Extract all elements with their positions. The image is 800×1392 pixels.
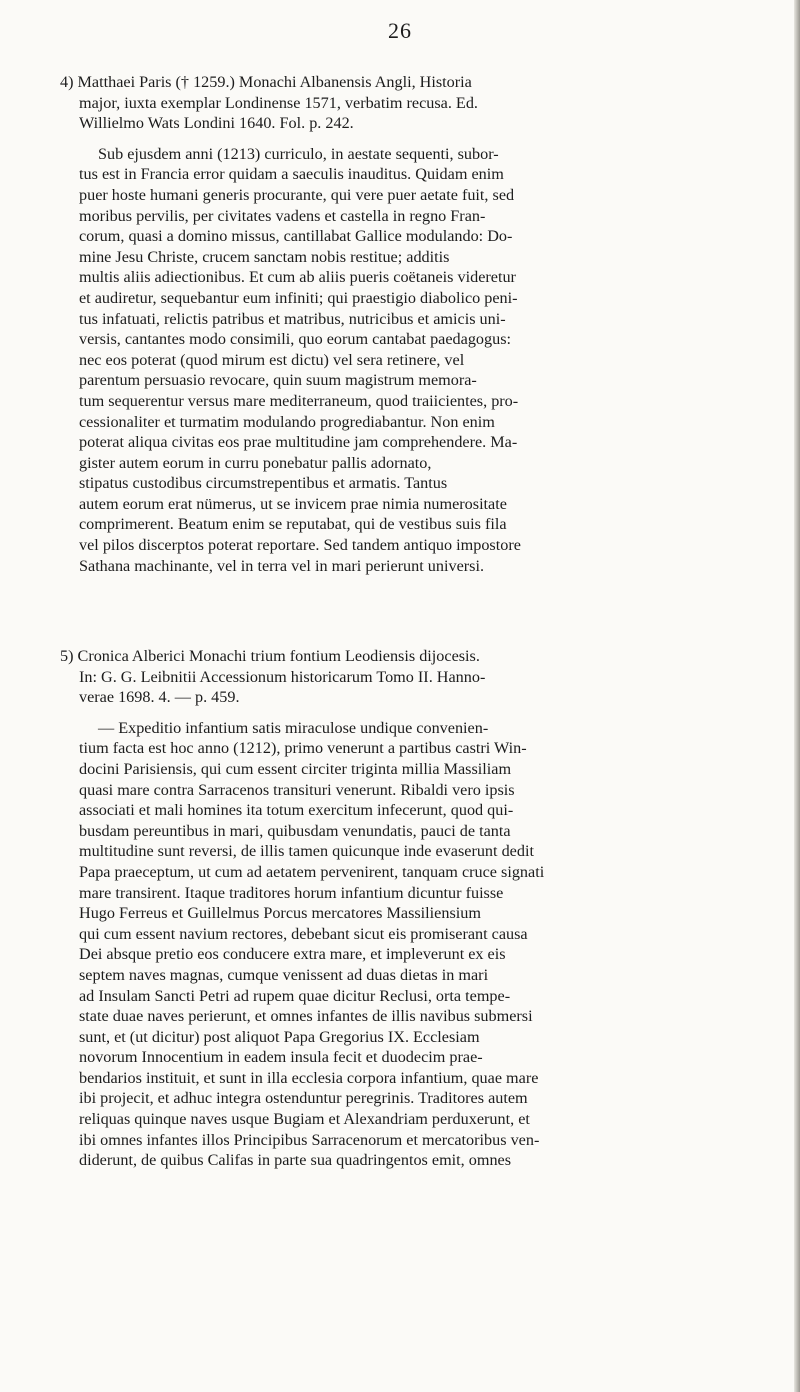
entry-body-line: tum sequerentur versus mare mediterraneum, quod traiicientes, pro- (79, 391, 519, 410)
entry-heading-line: verae 1698. 4. — p. 459. (79, 688, 240, 707)
entry-body-line: associati et mali homines ita totum exercitum infecerunt, quod qui- (79, 801, 514, 820)
entry-body-line: quasi mare contra Sarracenos transituri venerunt. Ribaldi vero ipsis (79, 780, 515, 799)
entry-body-line: septem naves magnas, cumque venissent ad duas dietas in mari (79, 965, 489, 984)
entry-body-line: autem eorum erat nümerus, ut se invicem prae nimia numerositate (79, 494, 507, 513)
entry-body-line: docini Parisiensis, qui cum essent circiter triginta millia Massiliam (79, 759, 512, 778)
entry-body-line: Papa praeceptum, ut cum ad aetatem pervenirent, tanquam cruce signati (79, 862, 545, 881)
entry-body-line: Sathana machinante, vel in terra vel in mari perierunt universi. (79, 556, 484, 575)
entry-body-line: mare transirent. Itaque traditores horum infantium dicuntur fuisse (79, 883, 504, 902)
entry-body-line: parentum persuasio revocare, quin suum magistrum memora- (79, 371, 477, 390)
page-number: 26 (388, 18, 412, 43)
entry-body-line: ibi omnes infantes illos Principibus Sarracenorum et mercatoribus ven- (79, 1130, 540, 1149)
entry-heading-line: 5) Cronica Alberici Monachi trium fontium Leodiensis dijocesis. (60, 647, 480, 665)
entry-body-line: ad Insulam Sancti Petri ad rupem quae dicitur Reclusi, orta tempe- (79, 986, 511, 1005)
entry-body-line: Hugo Ferreus et Guillelmus Porcus mercatores Massiliensium (79, 904, 481, 923)
entry-heading-line: Willielmo Wats Londini 1640. Fol. p. 242. (79, 114, 354, 133)
entry-body-line: moribus pervilis, per civitates vadens et castella in regno Fran- (79, 206, 486, 225)
entry-body-line: vel pilos discerptos poterat reportare. Sed tandem antiquo impostore (79, 536, 521, 555)
entry-body-line: nec eos poterat (quod mirum est dictu) vel sera retinere, vel (79, 350, 465, 369)
entry-body-line: puer hoste humani generis procurante, qui vere puer aetate fuit, sed (79, 185, 515, 204)
entry-heading-line: major, iuxta exemplar Londinense 1571, verbatim recusa. Ed. (79, 93, 478, 112)
entry-body-line: comprimerent. Beatum enim se reputabat, qui de vestibus suis fila (79, 515, 507, 534)
entry-body-line: et audiretur, sequebantur eum infiniti; qui praestigio diabolico peni- (79, 288, 518, 307)
entry-body-line: sunt, et (ut dicitur) post aliquot Papa Gregorius IX. Ecclesiam (79, 1027, 480, 1046)
entry-5 (60, 646, 772, 1171)
entry-heading-line: In: G. G. Leibnitii Accessionum historicarum Tomo II. Hanno- (79, 667, 486, 686)
entry-body-line: Dei absque pretio eos conducere extra mare, et impleverunt ex eis (79, 945, 506, 964)
entry-body-line: busdam pereuntibus in mari, quibusdam venundatis, pauci de tanta (79, 821, 511, 840)
entry-body-line: corum, quasi a domino missus, cantillabat Gallice modulando: Do- (79, 227, 513, 246)
entry-body-line: mine Jesu Christe, crucem sanctam nobis restitue; additis (79, 247, 450, 266)
entry-body-line: state duae naves perierunt, et omnes infantes de illis navibus submersi (79, 1007, 533, 1026)
entry-body-line: poterat aliqua civitas eos prae multitudine jam comprehendere. Ma- (79, 433, 518, 452)
entry-body-line: Sub ejusdem anni (1213) curriculo, in aestate sequenti, subor- (98, 144, 499, 163)
entry-body-line: cessionaliter et turmatim modulando progrediabantur. Non enim (79, 412, 495, 431)
entry-heading-line: 4) Matthaei Paris († 1259.) Monachi Albanensis Angli, Historia (60, 73, 472, 91)
entry-body-line: stipatus custodibus circumstrepentibus et armatis. Tantus (79, 474, 448, 493)
entry-body-line: multis aliis adiectionibus. Et cum ab aliis pueris coëtaneis videretur (79, 268, 516, 287)
entry-body-line: reliquas quinque naves usque Bugiam et Alexandriam perduxerunt, et (79, 1110, 530, 1129)
entry-4 (60, 72, 772, 576)
entry-body-line: tus infatuati, relictis patribus et matribus, nutricibus et amicis uni- (79, 309, 506, 328)
entry-body-line: qui cum essent navium rectores, debebant sicut eis promiserant causa (79, 924, 528, 943)
entry-body-line: — Expeditio infantium satis miraculose undique convenien- (98, 718, 489, 737)
entry-body-line: versis, cantantes modo consimili, quo eorum cantabat paedagogus: (79, 330, 512, 349)
page-edge-shadow (794, 0, 800, 1392)
entry-body-line: tium facta est hoc anno (1212), primo venerunt a partibus castri Win- (79, 739, 527, 758)
entry-body-line: multitudine sunt reversi, de illis tamen quicunque inde evaserunt dedit (79, 842, 534, 861)
entry-body-line: tus est in Francia error quidam a saeculis inauditus. Quidam enim (79, 165, 504, 184)
entry-body-line: ibi projecit, et adhuc integra ostenduntur peregrinis. Traditores autem (79, 1089, 528, 1108)
entry-body-line: novorum Innocentium in eadem insula fecit et duodecim prae- (79, 1048, 483, 1067)
entry-body-line: gister autem eorum in curru ponebatur pallis adornato, (79, 453, 432, 472)
entry-body-line: bendarios instituit, et sunt in illa ecclesia corpora infantium, quae mare (79, 1068, 539, 1087)
entry-body-line: diderunt, de quibus Califas in parte sua quadringentos emit, omnes (79, 1151, 512, 1170)
